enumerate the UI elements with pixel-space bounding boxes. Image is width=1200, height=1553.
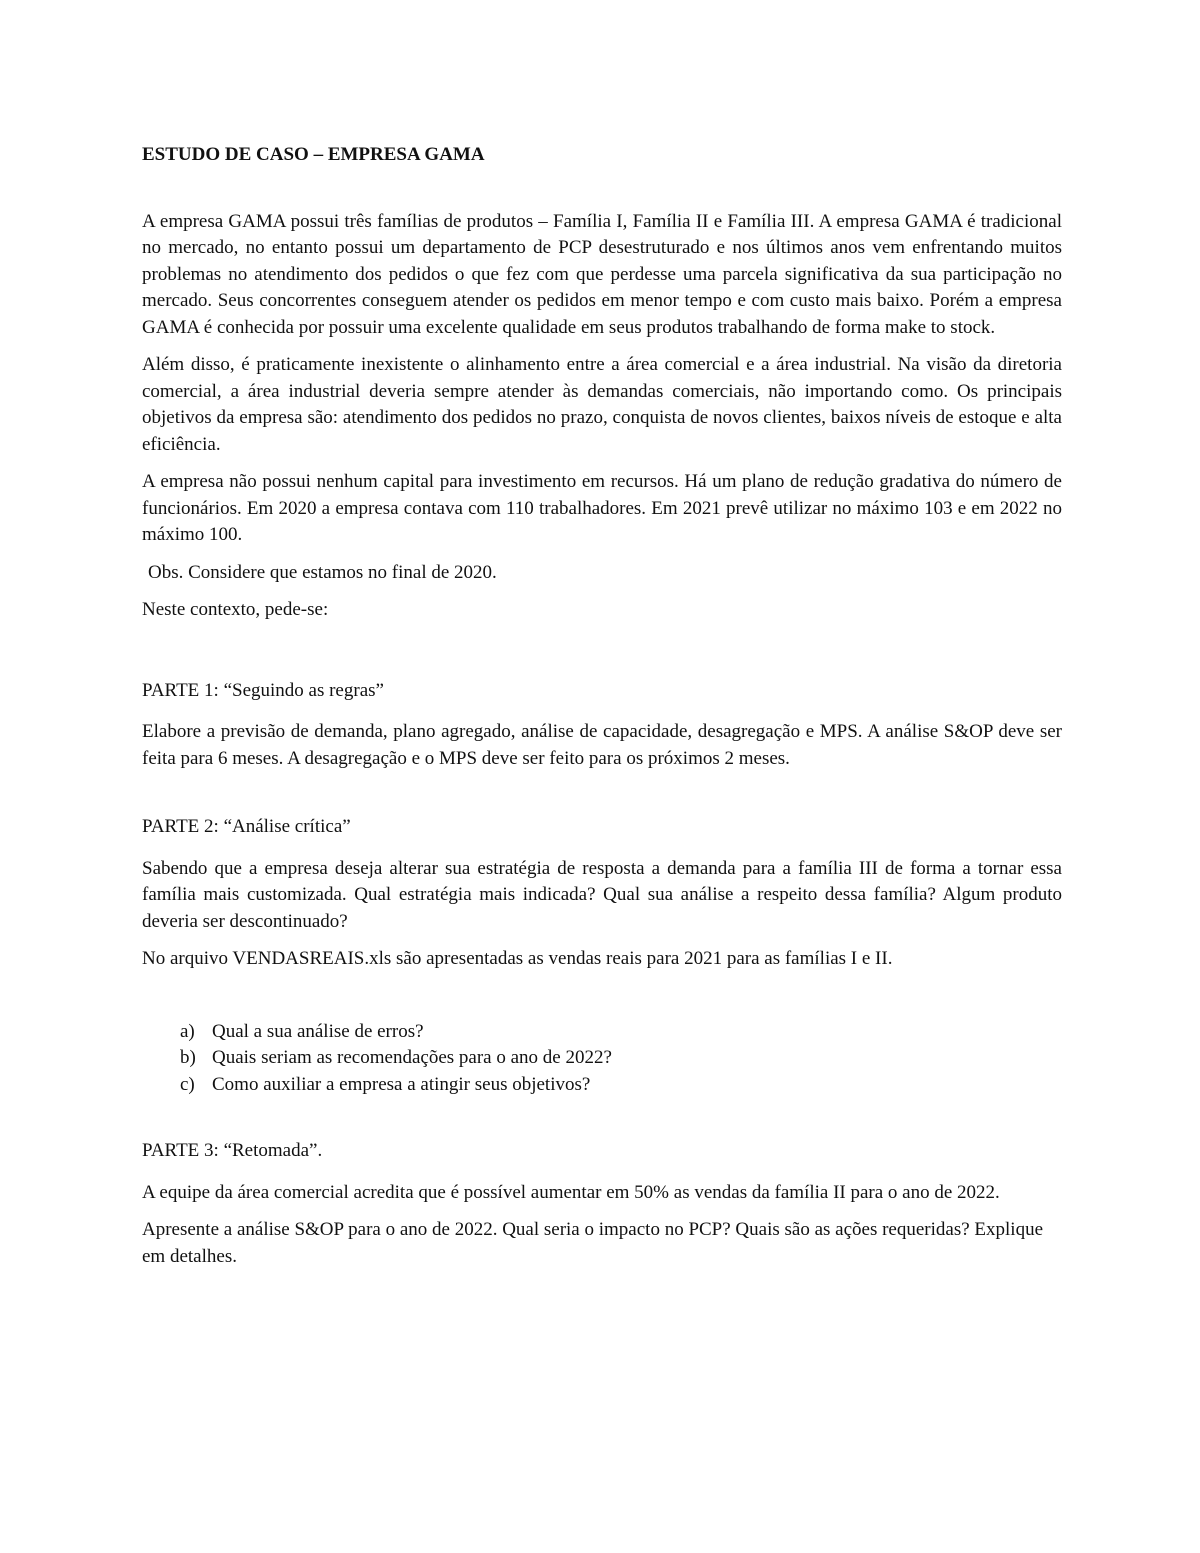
list-marker: c) [180,1073,195,1095]
file-note: No arquivo VENDASREAIS.xls são apresentadas as vendas reais para 2021 para as famílias I e II. [142,948,893,969]
list-item-text: Como auxiliar a empresa a atingir seus objetivos? [212,1073,591,1095]
list-item-text: Quais seriam as recomendações para o ano de 2022? [212,1047,612,1068]
part3-text-1: A equipe da área comercial acredita que é possível aumentar em 50% as vendas da família II para o ano de 2022. [142,1181,1000,1203]
part3-heading: PARTE 3: “Retomada”. [142,1140,323,1161]
document-page [142,128,1062,1281]
part2-text: Sabendo que a empresa deseja alterar sua estratégia de resposta a demanda para a família III de forma a tornar essa família mais customizada. Qual estratégia mais indicada? Qual sua análise a respeito dessa família? Algum produto deveria ser descontinuado? [142,857,1062,932]
observation-note: Obs. Considere que estamos no final de 2020. [148,561,497,583]
intro-paragraph-1: A empresa GAMA possui três famílias de produtos – Família I, Família II e Família III. A empresa GAMA é tradicional no mercado, no entanto possui um departamento de PCP desestruturado e nos últimos anos vem enfrentando muitos problemas no atendimento dos pedidos o que fez com que perdesse uma parcela significativa da sua participação no mercado. Seus concorrentes conseguem atender os pedidos em menor tempo e com custo mais baixo. Porém a empresa GAMA é conhecida por possuir uma excelente qualidade em seus produtos trabalhando de forma make to stock. [142,210,1062,338]
context-statement: Neste contexto, pede-se: [142,599,329,620]
list-marker: b) [180,1047,196,1068]
list-marker: a) [180,1020,195,1042]
question-list [142,1019,1062,1099]
part1-heading: PARTE 1: “Seguindo as regras” [142,679,384,701]
part1-text: Elabore a previsão de demanda, plano agregado, análise de capacidade, desagregação e MPS. A análise S&OP deve ser feita para 6 meses. A desagregação e o MPS deve ser feito para os próximos 2 meses. [142,721,1062,769]
list-item [180,1072,1062,1099]
part2-heading: PARTE 2: “Análise crítica” [142,816,351,837]
part3-text-2: Apresente a análise S&OP para o ano de 2022. Qual seria o impacto no PCP? Quais são as ações requeridas? Explique em detalhes. [142,1219,1044,1267]
intro-paragraph-3: A empresa não possui nenhum capital para investimento em recursos. Há um plano de redução gradativa do número de funcionários. Em 2020 a empresa contava com 110 trabalhadores. Em 2021 prevê utilizar no máximo 103 e em 2022 no máximo 100. [142,471,1062,545]
list-item [180,1045,1062,1072]
list-item [180,1019,1062,1046]
document-title: ESTUDO DE CASO – EMPRESA GAMA [142,144,485,165]
list-item-text: Qual a sua análise de erros? [212,1020,424,1042]
intro-paragraph-2: Além disso, é praticamente inexistente o alinhamento entre a área comercial e a área industrial. Na visão da diretoria comercial, a área industrial deveria sempre atender às demandas comerciais, não importando como. Os principais objetivos da empresa são: atendimento dos pedidos no prazo, conquista de novos clientes, baixos níveis de estoque e alta eficiência. [142,354,1062,455]
